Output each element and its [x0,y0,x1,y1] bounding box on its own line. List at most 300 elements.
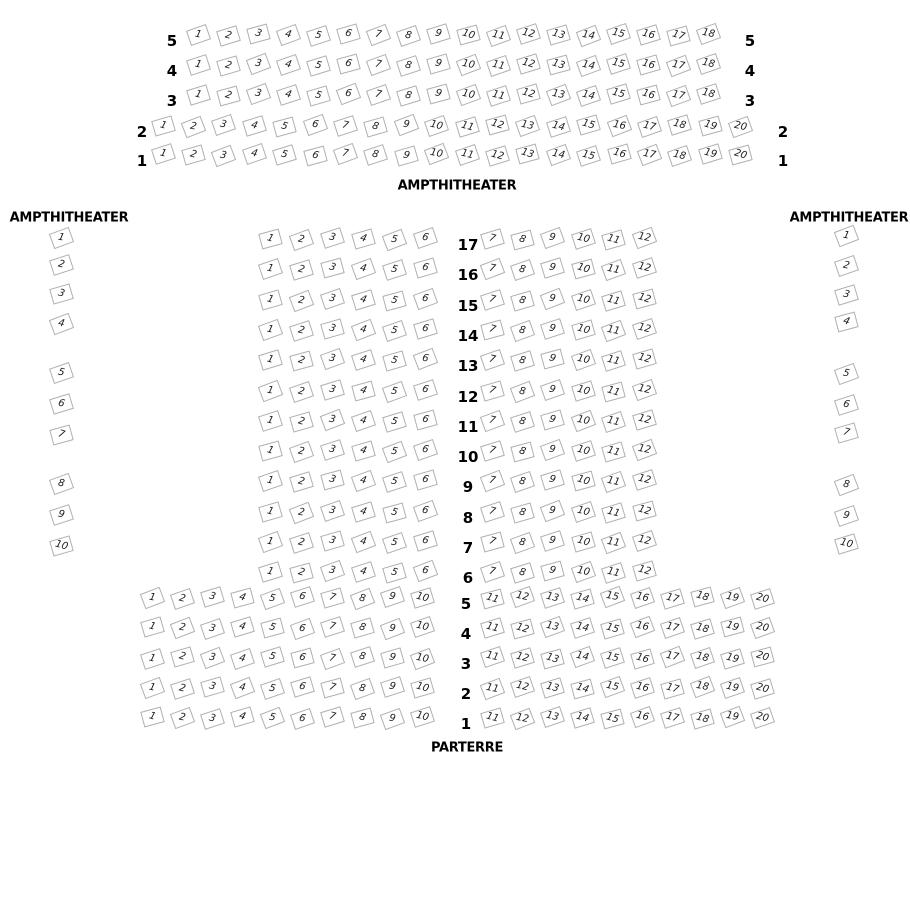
seat[interactable] [636,85,660,106]
seat[interactable] [605,23,630,45]
seat[interactable] [629,616,654,638]
seat[interactable] [258,289,283,310]
seat[interactable] [667,145,692,167]
seat[interactable] [833,505,858,527]
seat[interactable] [319,348,344,370]
seat[interactable] [382,411,407,432]
seat[interactable] [230,677,255,699]
seat[interactable] [485,25,510,47]
seat[interactable] [510,563,535,584]
seat[interactable] [365,54,390,76]
seat[interactable] [455,116,480,137]
seat[interactable] [600,709,624,730]
seat[interactable] [479,678,504,700]
seat[interactable] [230,648,255,670]
seat[interactable] [140,707,164,728]
seat[interactable] [479,470,504,492]
seat[interactable] [480,289,505,311]
seat[interactable] [665,85,690,107]
seat[interactable] [394,145,419,166]
seat[interactable] [258,501,283,522]
seat[interactable] [539,616,564,638]
seat[interactable] [412,227,437,249]
seat[interactable] [242,143,267,165]
seat[interactable] [394,114,419,136]
seat[interactable] [410,706,435,728]
seat[interactable] [486,85,511,107]
seat[interactable] [351,289,376,310]
seat[interactable] [599,586,624,608]
seat[interactable] [290,618,315,640]
seat[interactable] [749,617,774,639]
seat[interactable] [230,588,254,609]
seat[interactable] [48,362,73,384]
seat[interactable] [480,617,505,638]
seat[interactable] [665,55,690,77]
seat[interactable] [411,587,436,608]
seat[interactable] [290,708,315,730]
seat[interactable] [272,144,297,165]
seat[interactable] [571,259,595,280]
seat[interactable] [289,472,314,493]
seat[interactable] [540,379,565,401]
seat[interactable] [601,350,626,372]
seat[interactable] [601,471,626,493]
seat[interactable] [696,83,721,105]
seat[interactable] [413,258,438,279]
seat[interactable] [381,380,406,402]
seat[interactable] [834,533,859,554]
seat[interactable] [660,678,685,699]
seat[interactable] [571,410,596,432]
seat[interactable] [170,588,195,610]
seat[interactable] [413,379,438,401]
seat[interactable] [695,53,720,75]
seat[interactable] [170,646,195,667]
seat[interactable] [571,380,596,401]
seat[interactable] [689,647,714,669]
seat[interactable] [510,290,535,311]
seat[interactable] [540,499,565,521]
seat[interactable] [380,647,405,668]
seat[interactable] [350,470,375,492]
seat[interactable] [600,647,625,669]
seat[interactable] [485,115,509,136]
seat[interactable] [455,84,480,106]
seat[interactable] [200,618,225,640]
seat[interactable] [257,258,282,280]
seat[interactable] [319,288,344,310]
seat[interactable] [834,422,859,443]
seat[interactable] [49,504,74,526]
seat[interactable] [569,646,594,668]
seat[interactable] [571,531,596,552]
seat[interactable] [455,54,480,76]
seat[interactable] [571,349,596,371]
seat[interactable] [245,83,270,105]
seat[interactable] [540,318,565,340]
seat[interactable] [320,706,345,727]
seat[interactable] [571,289,596,311]
seat[interactable] [601,259,626,281]
seat[interactable] [258,349,283,370]
seat[interactable] [545,84,570,106]
seat[interactable] [719,677,744,699]
seat[interactable] [49,425,73,446]
seat[interactable] [216,86,240,107]
seat[interactable] [632,288,656,309]
seat[interactable] [600,618,625,639]
seat[interactable] [350,617,375,638]
seat[interactable] [170,678,195,700]
seat[interactable] [690,618,715,639]
seat[interactable] [139,677,164,699]
seat[interactable] [540,439,565,461]
seat[interactable] [515,115,540,137]
seat[interactable] [540,409,565,430]
seat[interactable] [479,410,504,432]
seat[interactable] [719,587,744,609]
seat[interactable] [510,647,535,668]
seat[interactable] [289,351,313,372]
seat[interactable] [576,114,601,135]
seat[interactable] [540,227,565,249]
seat[interactable] [351,501,376,522]
seat[interactable] [257,319,282,341]
seat[interactable] [303,146,327,167]
seat[interactable] [540,258,565,279]
seat[interactable] [382,502,406,523]
seat[interactable] [479,349,504,371]
seat[interactable] [48,313,73,335]
seat[interactable] [480,440,505,461]
seat[interactable] [571,501,596,523]
seat[interactable] [411,677,436,698]
seat[interactable] [320,616,345,638]
seat[interactable] [48,473,73,495]
seat[interactable] [834,284,859,305]
seat[interactable] [607,143,632,164]
seat[interactable] [601,502,626,523]
seat[interactable] [424,115,449,137]
seat[interactable] [412,287,437,309]
seat[interactable] [632,561,657,582]
seat[interactable] [382,472,407,494]
seat[interactable] [571,228,596,250]
seat[interactable] [381,441,406,463]
seat[interactable] [289,563,313,584]
seat[interactable] [181,116,206,138]
seat[interactable] [510,411,535,433]
seat[interactable] [632,409,657,430]
seat[interactable] [599,676,624,698]
seat[interactable] [509,708,534,730]
seat[interactable] [290,648,314,669]
seat[interactable] [571,319,596,340]
seat[interactable] [395,25,420,47]
seat[interactable] [720,648,745,669]
seat[interactable] [289,320,314,342]
seat[interactable] [480,532,504,553]
seat[interactable] [480,589,504,610]
seat[interactable] [245,53,270,75]
seat[interactable] [632,470,657,492]
seat[interactable] [288,441,313,463]
seat[interactable] [541,349,565,370]
seat[interactable] [426,23,451,44]
seat[interactable] [485,55,510,77]
seat[interactable] [510,350,535,371]
seat[interactable] [396,85,421,106]
seat[interactable] [412,500,437,522]
seat[interactable] [516,144,540,165]
seat[interactable] [260,646,285,667]
seat[interactable] [48,227,73,249]
seat[interactable] [540,649,564,670]
seat[interactable] [288,501,313,523]
seat[interactable] [151,115,176,136]
seat[interactable] [258,229,282,250]
seat[interactable] [632,349,657,370]
seat[interactable] [728,145,752,166]
seat[interactable] [216,55,241,76]
seat[interactable] [319,500,344,522]
seat[interactable] [540,677,565,698]
seat[interactable] [728,116,753,138]
seat[interactable] [381,229,406,251]
seat[interactable] [185,24,210,46]
seat[interactable] [211,145,236,167]
seat[interactable] [290,586,315,608]
seat[interactable] [629,706,654,728]
seat[interactable] [242,115,267,136]
seat[interactable] [289,411,314,432]
seat[interactable] [601,562,626,584]
seat[interactable] [181,144,206,165]
seat[interactable] [510,532,535,554]
seat[interactable] [479,646,504,668]
seat[interactable] [306,85,331,106]
seat[interactable] [631,530,656,552]
seat[interactable] [576,145,601,167]
seat[interactable] [479,561,504,583]
seat[interactable] [424,143,449,165]
seat[interactable] [540,287,565,309]
seat[interactable] [480,380,505,401]
seat[interactable] [350,588,375,610]
seat[interactable] [606,115,631,137]
seat[interactable] [230,616,255,637]
seat[interactable] [290,676,315,697]
seat[interactable] [667,114,692,135]
seat[interactable] [260,678,285,700]
seat[interactable] [631,227,656,249]
seat[interactable] [350,646,375,668]
seat[interactable] [546,55,570,76]
seat[interactable] [230,706,255,727]
seat[interactable] [350,678,375,700]
seat[interactable] [320,379,345,400]
seat[interactable] [631,439,656,461]
seat[interactable] [333,143,358,165]
seat[interactable] [412,348,437,370]
seat[interactable] [570,707,595,728]
seat[interactable] [363,116,388,137]
seat[interactable] [510,502,535,523]
seat[interactable] [632,500,656,521]
seat[interactable] [632,257,657,279]
seat[interactable] [351,380,375,401]
seat[interactable] [289,260,314,281]
seat[interactable] [690,587,714,608]
seat[interactable] [380,708,405,730]
seat[interactable] [169,707,194,729]
seat[interactable] [631,378,656,400]
seat[interactable] [276,84,301,106]
seat[interactable] [426,53,451,74]
seat[interactable] [258,441,282,462]
seat[interactable] [571,440,596,462]
seat[interactable] [412,560,437,582]
seat[interactable] [410,616,435,638]
seat[interactable] [49,254,74,276]
seat[interactable] [382,290,406,311]
seat[interactable] [480,501,505,523]
seat[interactable] [320,258,344,279]
seat[interactable] [351,561,376,583]
seat[interactable] [630,648,655,669]
seat[interactable] [510,320,535,342]
seat[interactable] [351,349,376,371]
seat[interactable] [350,708,374,729]
seat[interactable] [480,228,505,249]
seat[interactable] [351,441,376,462]
seat[interactable] [413,470,438,491]
seat[interactable] [140,616,165,637]
seat[interactable] [660,588,685,609]
seat[interactable] [49,283,74,304]
seat[interactable] [336,54,360,75]
seat[interactable] [319,560,344,582]
seat[interactable] [49,393,74,414]
seat[interactable] [365,84,390,106]
seat[interactable] [510,471,535,493]
seat[interactable] [200,647,225,669]
seat[interactable] [320,318,345,339]
seat[interactable] [350,531,375,553]
seat[interactable] [541,561,565,582]
seat[interactable] [351,228,376,249]
seat[interactable] [140,648,165,670]
seat[interactable] [570,679,594,700]
seat[interactable] [510,442,534,463]
seat[interactable] [381,320,406,342]
seat[interactable] [211,114,236,136]
seat[interactable] [833,255,858,277]
seat[interactable] [516,53,541,74]
seat[interactable] [480,319,504,340]
seat[interactable] [480,707,505,728]
seat[interactable] [412,439,437,461]
seat[interactable] [834,394,859,416]
seat[interactable] [601,229,626,250]
seat[interactable] [200,708,225,730]
seat[interactable] [186,84,211,105]
seat[interactable] [288,381,313,403]
seat[interactable] [413,530,438,551]
seat[interactable] [833,363,858,385]
seat[interactable] [571,471,595,492]
seat[interactable] [350,258,375,280]
seat[interactable] [601,532,626,554]
seat[interactable] [413,318,438,339]
seat[interactable] [631,318,656,340]
seat[interactable] [479,258,504,280]
seat[interactable] [454,144,479,166]
seat[interactable] [516,23,541,45]
seat[interactable] [320,587,345,608]
seat[interactable] [382,351,407,372]
seat[interactable] [260,707,285,729]
seat[interactable] [382,259,407,281]
seat[interactable] [365,24,390,46]
seat[interactable] [539,706,564,728]
seat[interactable] [275,24,300,46]
seat[interactable] [363,144,388,166]
seat[interactable] [216,25,241,46]
seat[interactable] [485,145,510,166]
seat[interactable] [629,587,654,609]
seat[interactable] [698,143,723,164]
seat[interactable] [601,442,626,463]
seat[interactable] [426,84,450,105]
seat[interactable] [689,676,714,698]
seat[interactable] [336,23,361,44]
seat[interactable] [186,54,211,76]
seat[interactable] [260,618,284,639]
seat[interactable] [510,619,534,640]
seat[interactable] [601,411,626,433]
seat[interactable] [382,563,407,584]
seat[interactable] [630,677,655,699]
seat[interactable] [258,562,283,583]
seat[interactable] [413,409,437,430]
seat[interactable] [660,707,685,729]
seat[interactable] [637,144,662,166]
seat[interactable] [719,706,744,728]
seat[interactable] [636,54,661,75]
seat[interactable] [516,83,541,104]
seat[interactable] [275,54,300,76]
seat[interactable] [749,707,774,729]
seat[interactable] [260,588,285,610]
seat[interactable] [396,55,421,77]
seat[interactable] [319,409,344,431]
seat[interactable] [350,410,375,432]
seat[interactable] [606,53,631,75]
seat[interactable] [575,55,600,77]
seat[interactable] [601,320,626,342]
seat[interactable] [834,312,858,333]
seat[interactable] [509,676,534,698]
seat[interactable] [601,290,626,311]
seat[interactable] [257,379,282,401]
seat[interactable] [350,319,375,341]
seat[interactable] [575,25,600,47]
seat[interactable] [570,588,595,609]
seat[interactable] [381,532,406,554]
seat[interactable] [546,116,571,138]
